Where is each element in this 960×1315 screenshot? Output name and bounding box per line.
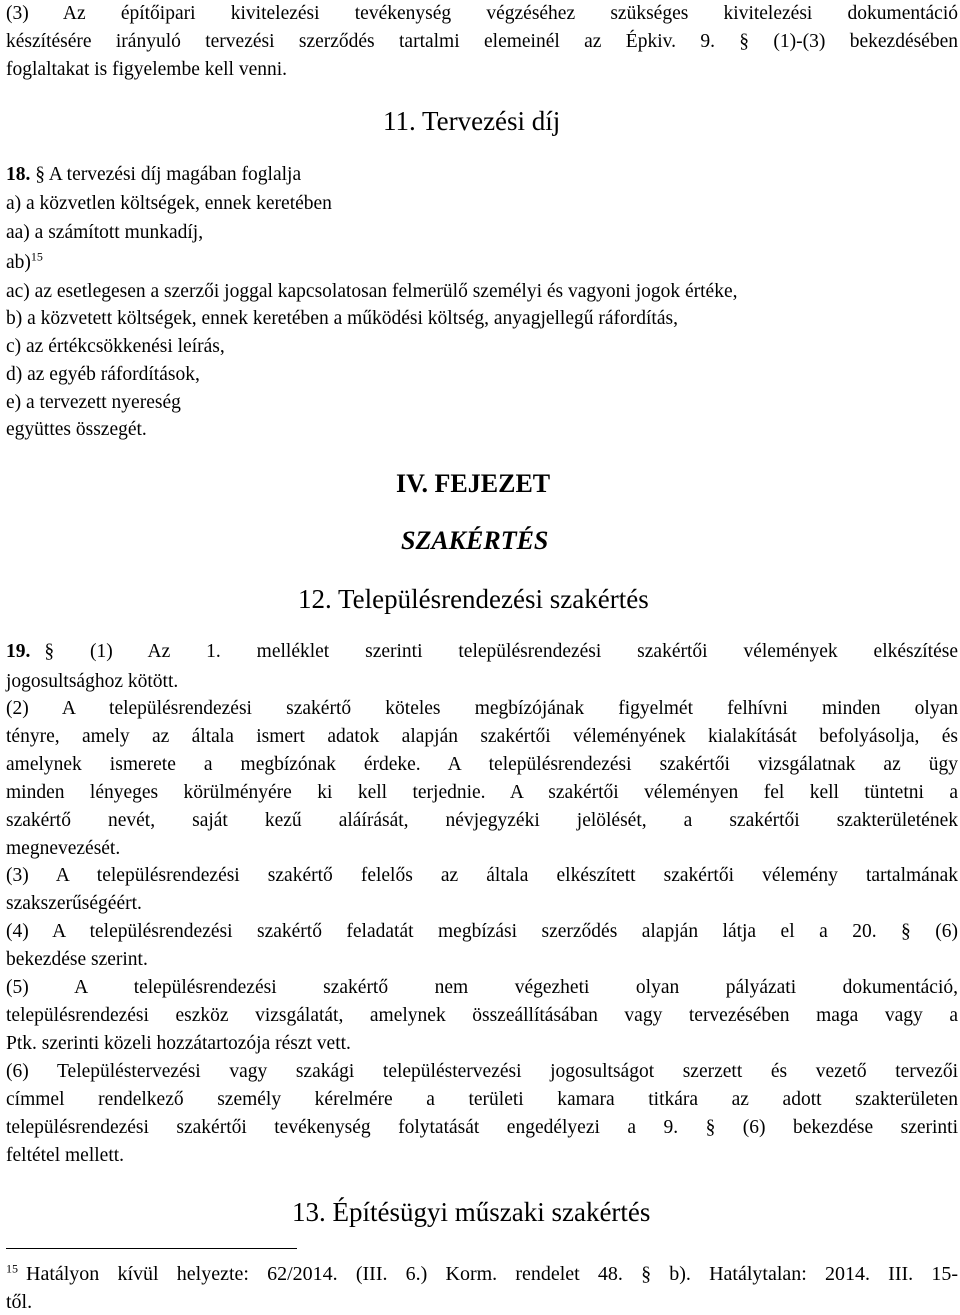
para-18-ab-text: ab) (6, 252, 31, 273)
section-12-title: 12. Településrendezési szakértés (298, 584, 649, 614)
para-18-b: b) a közvetett költségek, ennek keretében a működési költség, anyagjellegű ráfordítás, (6, 308, 678, 329)
para-19-p2-line-3: amelynek ismerete a megbízónak érdeke. A településrendezési szakértői vizsgálatnak az ügy (6, 754, 958, 775)
para-19-p5-line-3: Ptk. szerinti közeli hozzátartozója részt vett. (6, 1033, 351, 1054)
para-19-p1-line-2: jogosultsághoz kötött. (6, 671, 179, 692)
para-19-p4-line-2: bekezdése szerint. (6, 949, 148, 970)
para-18-a: a) a közvetlen költségek, ennek keretében (6, 193, 332, 214)
para-19-p2-line-2: tényre, amely az általa ismert adatok alapján szakértői véleményének kialakítását befolyásolja, és (6, 726, 958, 747)
para-18-c: c) az értékcsökkenési leírás, (6, 336, 225, 357)
intro-line-1: (3) Az építőipari kivitelezési tevékenység végzéséhez szükséges kivitelezési dokumentáció (6, 3, 958, 24)
chapter-title: SZAKÉRTÉS (401, 526, 549, 555)
para-19-number: 19. (6, 641, 31, 662)
para-19-p6-line-3: településrendezési szakértői tevékenység folytatását engedélyezi a 9. § (6) bekezdése szerinti (6, 1117, 958, 1138)
footnote-text-line-1: Hatályon kívül helyezte: 62/2014. (III. 6.) Korm. rendelet 48. § b). Hatálytalan: 2014. III. 15- (26, 1263, 958, 1285)
para-18-head (6, 163, 301, 187)
chapter-number: IV. FEJEZET (396, 469, 551, 498)
para-18-aa: aa) a számított munkadíj, (6, 222, 204, 243)
intro-line-2: készítésére irányuló tervezési szerződés tartalmi elemeinél az Épkiv. 9. § (1)-(3) bekezdésében (6, 31, 958, 52)
para-18-end: együttes összegét. (6, 419, 147, 440)
para-18-head-text: § A tervezési díj magában foglalja (35, 164, 302, 185)
para-19-p3-line-2: szakszerűségéért. (6, 893, 142, 914)
para-18-ab (6, 251, 43, 275)
para-18-ac: ac) az esetlegesen a szerzői joggal kapcsolatosan felmerülő személyi és vagyoni jogok értéke, (6, 281, 738, 302)
section-11-title: 11. Tervezési díj (383, 106, 561, 136)
para-19-line-1 (6, 640, 958, 664)
para-18-number: 18. (6, 164, 31, 185)
para-19-p2-line-1: (2) A településrendezési szakértő köteles megbízójának figyelmét felhívni minden olyan (6, 698, 958, 719)
para-19-p2-line-6: megnevezését. (6, 838, 121, 859)
para-19-p2-line-4: minden lényeges körülményére ki kell terjednie. A szakértői véleményen fel kell tüntetni a (6, 782, 958, 803)
para-18-e: e) a tervezett nyereség (6, 392, 181, 413)
para-19-p5-line-2: településrendezési eszköz vizsgálatát, amelynek összeállításában vagy tervezésében maga vagy a (6, 1005, 958, 1026)
footnote-line-1 (6, 1262, 958, 1286)
para-19-p1-line-1: § (1) Az 1. melléklet szerinti településrendezési szakértői vélemények elkészítése (44, 641, 958, 662)
footnote-divider (6, 1248, 297, 1249)
para-19-p6-line-2: címmel rendelkező személy kérelmére a területi kamara titkára az adott szakterületen (6, 1089, 958, 1110)
footnote-ref[interactable]: 15 (30, 249, 43, 264)
footnote-number: 15 (6, 1261, 18, 1276)
para-19-p4-line-1: (4) A településrendezési szakértő feladatát megbízási szerződés alapján látja el a 20. § (6) (6, 921, 958, 942)
section-13-title: 13. Építésügyi műszaki szakértés (292, 1197, 651, 1227)
para-19-p6-line-1: (6) Településtervezési vagy szakági településtervezési jogosultságot szerzett és vezető tervezői (6, 1061, 958, 1082)
para-19-p5-line-1: (5) A településrendezési szakértő nem végezheti olyan pályázati dokumentáció, (6, 977, 958, 998)
para-19-p6-line-4: feltétel mellett. (6, 1145, 125, 1166)
para-19-p3-line-1: (3) A településrendezési szakértő felelős az általa elkészített szakértői vélemény tartalmának (6, 865, 958, 886)
footnote-line-2: től. (6, 1291, 33, 1313)
intro-line-3: foglaltakat is figyelembe kell venni. (6, 59, 288, 80)
para-18-d: d) az egyéb ráfordítások, (6, 364, 200, 385)
para-19-p2-line-5: szakértő nevét, saját kezű aláírását, névjegyzéki jelölését, a szakértői szakterületének (6, 810, 958, 831)
